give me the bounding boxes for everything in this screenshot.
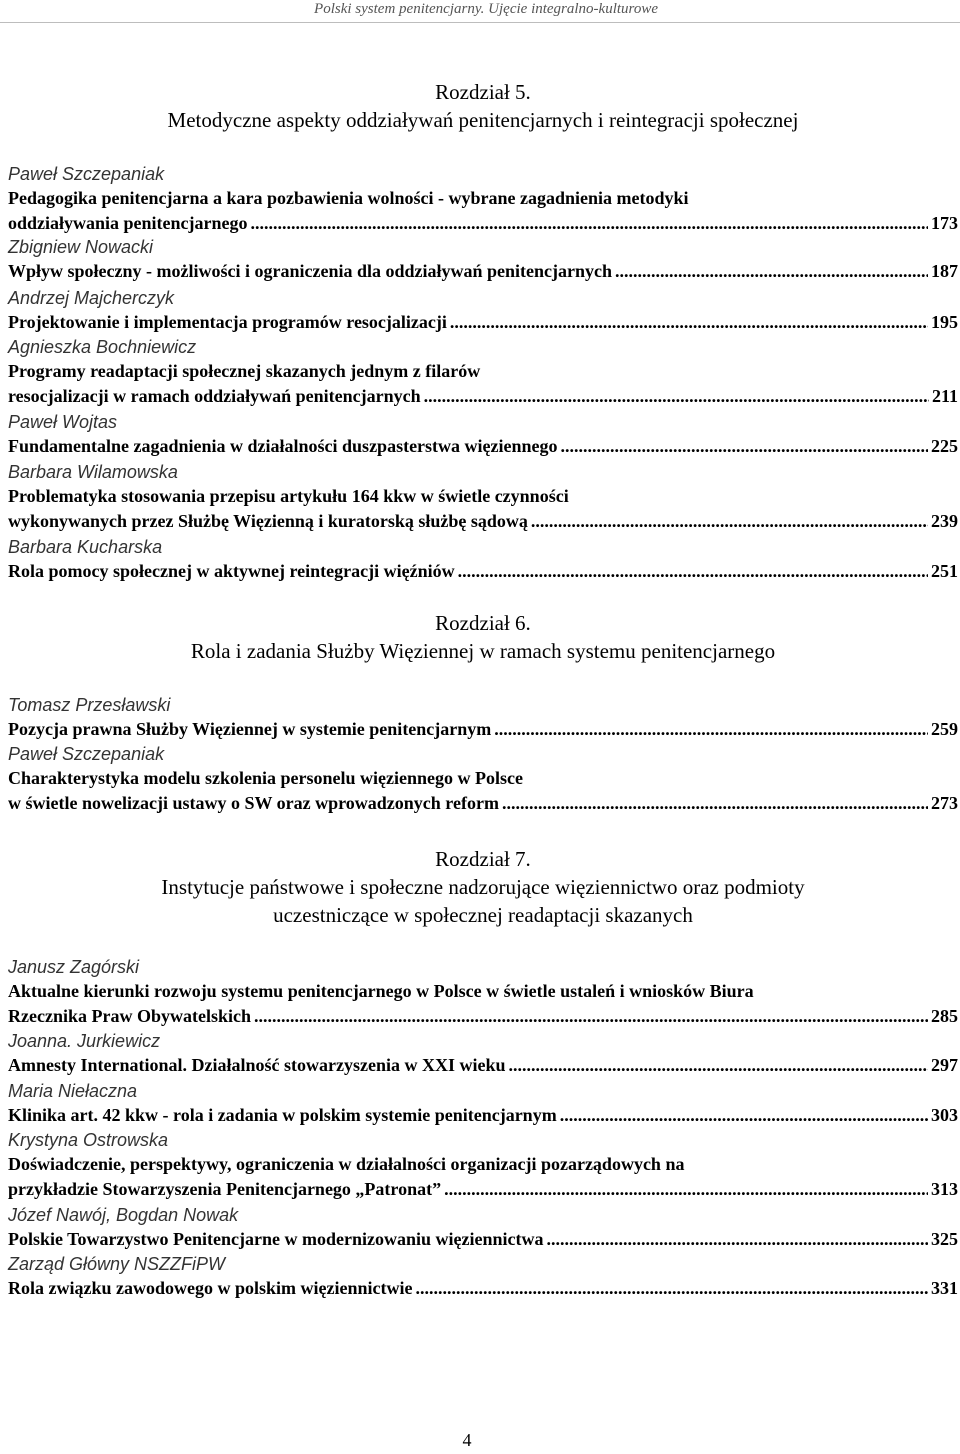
page-ref: 273 [931, 793, 958, 813]
entry-title-line: Doświadczenie, perspektywy, ograniczenia w działalności organizacji pozarządowych na [8, 1154, 685, 1174]
entry-author: Józef Nawój, Bogdan Nowak [8, 1205, 239, 1225]
page-ref: 251 [931, 561, 958, 581]
entry-title-line: Rola związku zawodowego w polskim więziennictwie [8, 1278, 413, 1298]
page-ref: 285 [931, 1006, 958, 1026]
toc-entry[interactable] [8, 186, 958, 236]
page-ref: 225 [931, 436, 958, 456]
entry-title-line: oddziaływania penitencjarnego [8, 213, 248, 233]
chapter-heading [8, 78, 958, 134]
toc-entry[interactable] [8, 434, 958, 459]
toc-entry[interactable] [8, 1152, 958, 1202]
page-ref: 303 [931, 1105, 958, 1125]
entry-title-line: resocjalizacji w ramach oddziaływań penitencjarnych [8, 386, 421, 406]
page-ref: 239 [931, 511, 958, 531]
toc-entry[interactable] [8, 310, 958, 335]
chapter-title: Metodyczne aspekty oddziaływań penitencjarnych i reintegracji społecznej [167, 108, 799, 132]
entry-title-line: Amnesty International. Działalność stowarzyszenia w XXI wieku [8, 1055, 506, 1075]
chapter-label: Rozdział 7. [435, 847, 531, 871]
dot-leader [561, 434, 928, 459]
entry-author: Paweł Szczepaniak [8, 164, 165, 184]
page-ref: 173 [931, 213, 958, 233]
entry-title-line: Pedagogika penitencjarna a kara pozbawienia wolności - wybrane zagadnienia metodyki [8, 188, 689, 208]
page-ref: 187 [931, 261, 958, 281]
toc-entry[interactable] [8, 359, 958, 409]
dot-leader [615, 259, 928, 284]
dot-leader [494, 717, 928, 742]
entry-title-line: Programy readaptacji społecznej skazanych jednym z filarów [8, 361, 481, 381]
dot-leader [415, 1276, 928, 1301]
page-ref: 325 [931, 1229, 958, 1249]
page-ref: 211 [931, 386, 958, 406]
running-header [0, 0, 960, 23]
chapter-title-line: Instytucje państwowe i społeczne nadzorujące więziennictwo oraz podmioty [161, 875, 805, 899]
entry-author: Joanna. Jurkiewicz [8, 1031, 161, 1051]
entry-author: Janusz Zagórski [8, 957, 140, 977]
dot-leader [251, 211, 928, 236]
entry-author: Paweł Szczepaniak [8, 744, 165, 764]
toc-entry[interactable] [8, 559, 958, 584]
page-ref: 331 [931, 1278, 958, 1298]
toc-entry[interactable] [8, 484, 958, 534]
toc-entry[interactable] [8, 1227, 958, 1252]
page-number: 4 [462, 1430, 472, 1450]
entry-title-line: w świetle nowelizacji ustawy o SW oraz wprowadzonych reform [8, 793, 499, 813]
chapter-title: Rola i zadania Służby Więziennej w ramach systemu penitencjarnego [190, 639, 776, 663]
entry-title-line: Wpływ społeczny - możliwości i ograniczenia dla oddziaływań penitencjarnych [8, 261, 612, 281]
chapter-label: Rozdział 5. [435, 80, 531, 104]
entry-title-line: Rola pomocy społecznej w aktywnej reintegracji więźniów [8, 561, 455, 581]
page-ref: 259 [931, 719, 958, 739]
entry-title-line: Aktualne kierunki rozwoju systemu penitencjarnego w Polsce w świetle ustaleń i wniosków Biura [8, 981, 754, 1001]
toc-entry[interactable] [8, 979, 958, 1029]
entry-author: Andrzej Majcherczyk [8, 288, 175, 308]
dot-leader [531, 509, 928, 534]
dot-leader [546, 1227, 928, 1252]
entry-title-line: Rzecznika Praw Obywatelskich [8, 1006, 251, 1026]
entry-author: Krystyna Ostrowska [8, 1130, 169, 1150]
toc-entry[interactable] [8, 259, 958, 284]
entry-title-line: Pozycja prawna Służby Więziennej w systemie penitencjarnym [8, 719, 492, 739]
chapter-label: Rozdział 6. [435, 611, 531, 635]
page-ref: 195 [931, 312, 958, 332]
entry-title-line: Klinika art. 42 kkw - rola i zadania w polskim systemie penitencjarnym [8, 1105, 557, 1125]
toc-entry[interactable] [8, 766, 958, 816]
entry-title-line: Projektowanie i implementacja programów resocjalizacji [8, 312, 447, 332]
entry-author: Zbigniew Nowacki [8, 237, 154, 257]
chapter-heading [8, 609, 958, 665]
entry-author: Maria Niełaczna [8, 1081, 138, 1101]
toc-entry[interactable] [8, 1103, 958, 1128]
entry-author: Paweł Wojtas [8, 412, 118, 432]
dot-leader [444, 1177, 928, 1202]
dot-leader [424, 384, 929, 409]
dot-leader [254, 1004, 928, 1029]
entry-author: Tomasz Przesławski [8, 695, 171, 715]
chapter-heading [8, 845, 958, 929]
page-ref: 297 [931, 1055, 958, 1075]
entry-author: Zarząd Główny NSZZFiPW [8, 1254, 226, 1274]
toc-entry[interactable] [8, 717, 958, 742]
entry-title-line: przykładzie Stowarzyszenia Penitencjarnego „Patronat” [8, 1179, 442, 1199]
toc-entry[interactable] [8, 1053, 958, 1078]
chapter-title-line: uczestniczące w społecznej readaptacji skazanych [273, 903, 693, 927]
dot-leader [450, 310, 928, 335]
dot-leader [560, 1103, 928, 1128]
entry-title-line: Charakterystyka modelu szkolenia personelu więziennego w Polsce [8, 768, 523, 788]
page-ref: 313 [931, 1179, 958, 1199]
dot-leader [458, 559, 928, 584]
dot-leader [502, 791, 928, 816]
entry-author: Barbara Wilamowska [8, 462, 178, 482]
entry-title-line: Problematyka stosowania przepisu artykułu 164 kkw w świetle czynności [8, 486, 569, 506]
entry-author: Barbara Kucharska [8, 537, 163, 557]
entry-title-line: wykonywanych przez Służbę Więzienną i kuratorską służbę sądową [8, 511, 528, 531]
entry-title-line: Fundamentalne zagadnienia w działalności duszpasterstwa więziennego [8, 436, 558, 456]
entry-author: Agnieszka Bochniewicz [8, 337, 197, 357]
running-title: Polski system penitencjarny. Ujęcie integralno-kulturowe [314, 1, 658, 17]
entry-title-line: Polskie Towarzystwo Penitencjarne w modernizowaniu więziennictwa [8, 1229, 544, 1249]
dot-leader [508, 1053, 928, 1078]
toc-entry[interactable] [8, 1276, 958, 1301]
